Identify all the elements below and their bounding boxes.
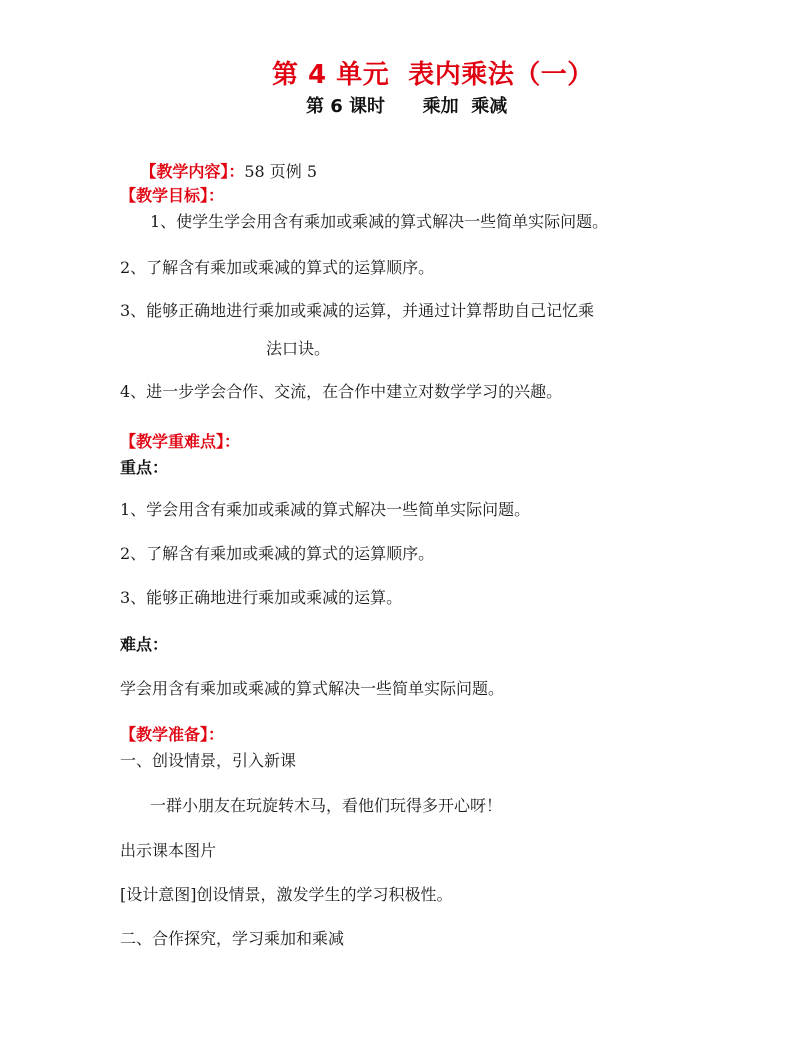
difficult-text: 学会用含有乘加或乘减的算式解决一些简单实际问题。: [120, 679, 505, 698]
goal-item: 4、进一步学会合作、交流，在合作中建立对数学学习的兴趣。: [120, 382, 563, 401]
preparation-line: 二、合作探究，学习乘加和乘减: [120, 929, 345, 948]
preparation-line: 一群小朋友在玩旋转木马，看他们玩得多开心呀！: [150, 796, 503, 815]
preparation-heading: 【教学准备】：: [120, 725, 225, 744]
content-heading: 【教学内容】：: [140, 162, 245, 181]
keypoints-heading: 【教学重难点】：: [120, 432, 241, 451]
key-label: 重点：: [120, 458, 169, 477]
goal-item: 3、能够正确地进行乘加或乘减的运算，并通过计算帮助自己记忆乘: [120, 301, 595, 320]
key-item: 2、了解含有乘加或乘减的算式的运算顺序。: [120, 544, 435, 563]
difficult-label: 难点：: [120, 635, 169, 654]
content-text: 58 页例 5: [244, 162, 318, 181]
preparation-line: 出示课本图片: [120, 841, 217, 860]
goal-item: 1、使学生学会用含有乘加或乘减的算式解决一些简单实际问题。: [150, 212, 609, 231]
key-item: 1、学会用含有乘加或乘减的算式解决一些简单实际问题。: [120, 500, 531, 519]
preparation-line: 一、创设情景，引入新课: [120, 751, 297, 770]
goal-item-continued: 法口诀。: [266, 339, 331, 358]
page-title: 第 4 单元 表内乘法（一）: [272, 60, 594, 90]
goals-heading: 【教学目标】：: [120, 186, 225, 205]
key-item: 3、能够正确地进行乘加或乘减的运算。: [120, 588, 403, 607]
goal-item: 2、了解含有乘加或乘减的算式的运算顺序。: [120, 258, 435, 277]
preparation-line: [设计意图]创设情景，激发学生的学习积极性。: [120, 885, 453, 904]
lesson-subtitle: 第 6 课时 乘加 乘减: [306, 96, 508, 117]
